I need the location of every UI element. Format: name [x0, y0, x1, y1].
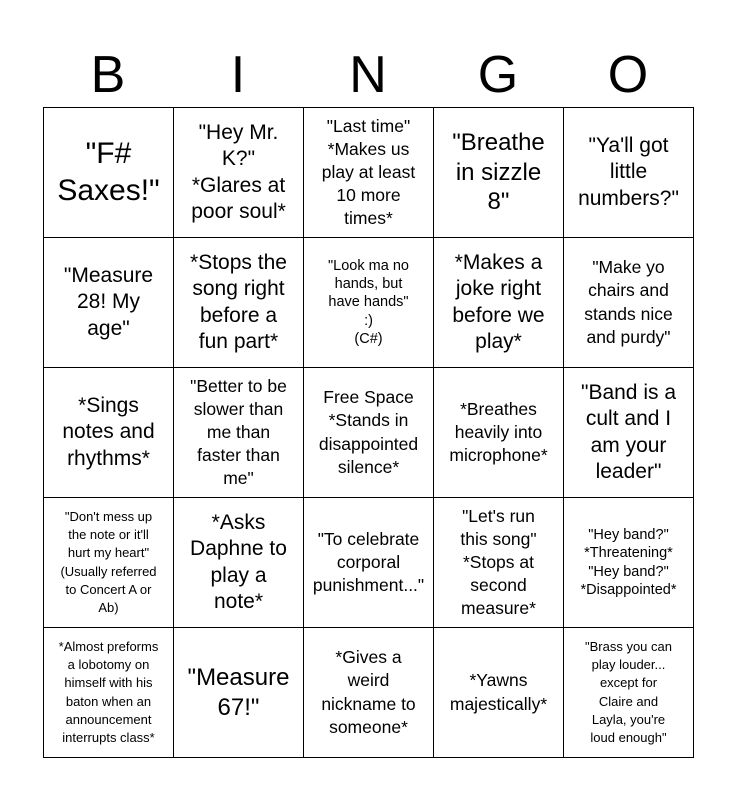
- bingo-cell-text: "Don't mess up the note or it'll hurt my heart" (Usually referred to Concert A or Ab): [60, 508, 157, 615]
- bingo-cell-text: "Ya'll got little numbers?": [578, 133, 679, 210]
- bingo-board: [43, 107, 694, 758]
- bingo-cell-r1c2[interactable]: [174, 108, 304, 238]
- header-letter-b: B: [90, 46, 126, 104]
- header-letter-n: N: [349, 46, 387, 104]
- bingo-cell-r2c1[interactable]: [44, 238, 174, 368]
- bingo-cell-r4c5[interactable]: [564, 498, 694, 628]
- header-letter-i: I: [230, 46, 246, 104]
- bingo-cell-text: *Yawns majestically*: [449, 670, 548, 714]
- bingo-cell-text: *Makes a joke right before we play*: [452, 250, 545, 353]
- header-letter-o: O: [607, 46, 649, 104]
- bingo-cell-text: "F# Saxes!": [57, 136, 160, 207]
- bingo-cell-r4c3[interactable]: [304, 498, 434, 628]
- bingo-cell-r2c5[interactable]: [564, 238, 694, 368]
- bingo-cell-text: *Asks Daphne to play a note*: [190, 510, 287, 613]
- bingo-header: [43, 44, 693, 106]
- bingo-cell-r2c4[interactable]: [434, 238, 564, 368]
- bingo-cell-r1c5[interactable]: [564, 108, 694, 238]
- bingo-cell-text: "To celebrate corporal punishment...": [312, 528, 425, 596]
- bingo-cell-r1c3[interactable]: [304, 108, 434, 238]
- bingo-cell-text: *Almost preforms a lobotomy on himself with his baton when an announcement interrupts class*: [58, 638, 159, 745]
- bingo-cell-r4c4[interactable]: [434, 498, 564, 628]
- bingo-cell-text: "Let's run this song" *Stops at second measure*: [460, 505, 537, 619]
- bingo-cell-text: Free Space *Stands in disappointed silence*: [318, 387, 419, 477]
- bingo-cell-text: "Brass you can play louder... except for Claire and Layla, you're loud enough": [585, 638, 672, 745]
- bingo-cell-r2c3[interactable]: [304, 238, 434, 368]
- bingo-cell-text: "Measure 28! My age": [63, 263, 154, 340]
- bingo-cell-r3c1[interactable]: [44, 368, 174, 498]
- bingo-cell-r3c5[interactable]: [564, 368, 694, 498]
- bingo-cell-text: "Breathe in sizzle 8": [452, 128, 545, 216]
- bingo-cell-text: *Sings notes and rhythms*: [62, 393, 155, 470]
- bingo-cell-r5c4[interactable]: [434, 628, 564, 758]
- bingo-cell-r5c2[interactable]: [174, 628, 304, 758]
- bingo-cell-r3c4[interactable]: [434, 368, 564, 498]
- bingo-cell-text: "Better to be slower than me than faster than me": [190, 375, 287, 489]
- bingo-cell-r5c3[interactable]: [304, 628, 434, 758]
- bingo-cell-text: "Last time" *Makes us play at least 10 more times*: [321, 115, 416, 229]
- bingo-cell-r3c2[interactable]: [174, 368, 304, 498]
- bingo-cell-text: "Make yo chairs and stands nice and purdy": [584, 257, 673, 347]
- bingo-cell-text: "Measure 67!": [187, 663, 290, 721]
- bingo-cell-r1c1[interactable]: [44, 108, 174, 238]
- header-letter-g: G: [477, 46, 519, 104]
- bingo-cell-r5c5[interactable]: [564, 628, 694, 758]
- bingo-cell-r5c1[interactable]: [44, 628, 174, 758]
- bingo-cell-text: "Hey Mr. K?" *Glares at poor soul*: [191, 120, 286, 223]
- bingo-cell-text: "Band is a cult and I am your leader": [580, 380, 676, 483]
- bingo-cell-r2c2[interactable]: [174, 238, 304, 368]
- bingo-cell-r3c3[interactable]: [304, 368, 434, 498]
- bingo-cell-text: *Stops the song right before a fun part*: [190, 250, 287, 353]
- bingo-cell-r1c4[interactable]: [434, 108, 564, 238]
- bingo-cell-text: *Gives a weird nickname to someone*: [321, 647, 416, 737]
- bingo-cell-text: "Look ma no hands, but have hands" :) (C#): [328, 258, 409, 347]
- bingo-cell-text: *Breathes heavily into microphone*: [449, 398, 548, 466]
- bingo-cell-r4c1[interactable]: [44, 498, 174, 628]
- bingo-cell-text: "Hey band?" *Threatening* "Hey band?" *Disappointed*: [580, 527, 677, 598]
- bingo-cell-r4c2[interactable]: [174, 498, 304, 628]
